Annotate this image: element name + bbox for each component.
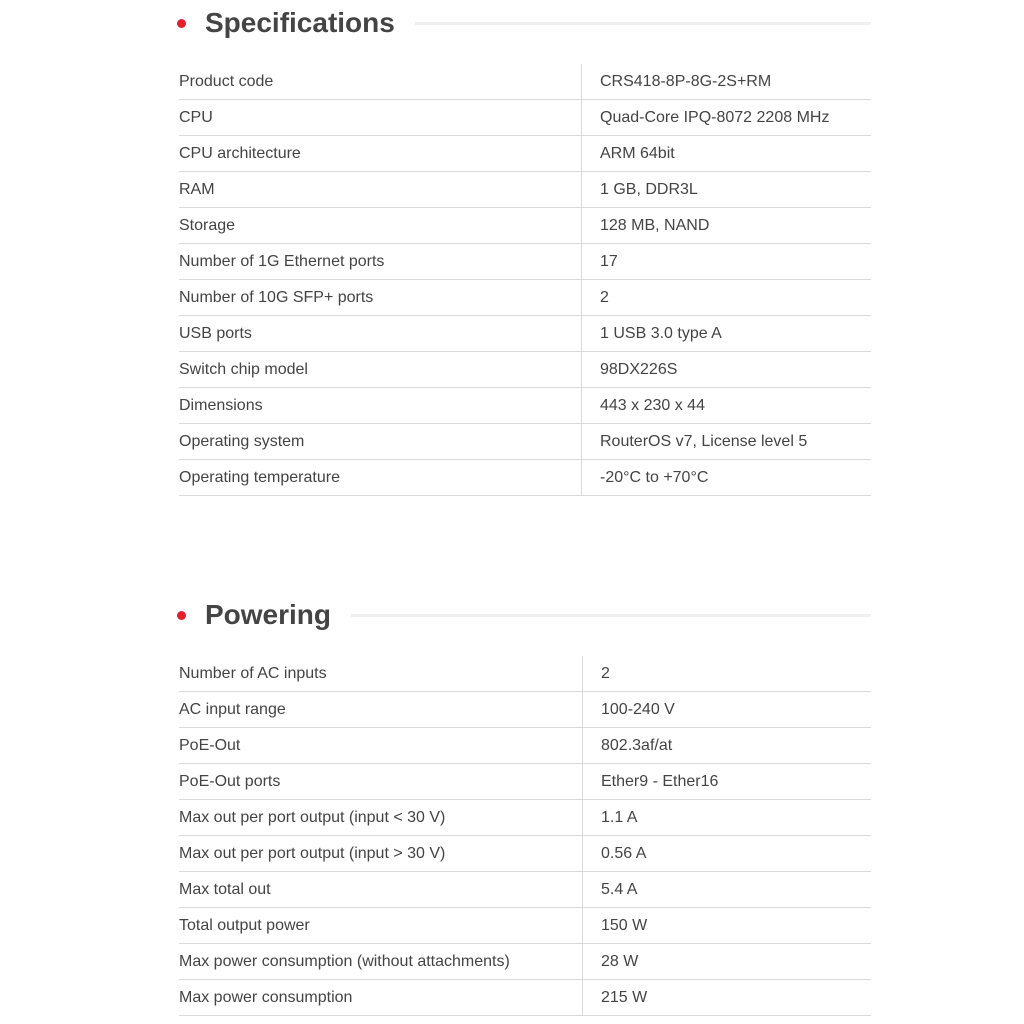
powering-section xyxy=(179,595,871,1016)
row-value: 802.3af/at xyxy=(583,728,872,764)
row-label: CPU xyxy=(179,100,582,136)
table-row xyxy=(179,316,871,352)
row-label: Total output power xyxy=(179,908,583,944)
row-value: CRS418-8P-8G-2S+RM xyxy=(582,64,872,100)
row-label: Storage xyxy=(179,208,582,244)
header-divider xyxy=(351,614,871,617)
row-value: RouterOS v7, License level 5 xyxy=(582,424,872,460)
specifications-section xyxy=(179,3,871,496)
row-value: Quad-Core IPQ-8072 2208 MHz xyxy=(582,100,872,136)
row-label: Max total out xyxy=(179,872,583,908)
row-label: Number of 1G Ethernet ports xyxy=(179,244,582,280)
row-label: Switch chip model xyxy=(179,352,582,388)
table-row xyxy=(179,836,871,872)
bullet-icon xyxy=(177,611,186,620)
table-row xyxy=(179,728,871,764)
powering-header xyxy=(177,595,871,635)
table-row xyxy=(179,208,871,244)
row-value: 1 USB 3.0 type A xyxy=(582,316,872,352)
table-row xyxy=(179,764,871,800)
table-row xyxy=(179,872,871,908)
row-label: Number of 10G SFP+ ports xyxy=(179,280,582,316)
table-row xyxy=(179,352,871,388)
row-label: Max out per port output (input < 30 V) xyxy=(179,800,583,836)
row-value: 150 W xyxy=(583,908,872,944)
table-row xyxy=(179,656,871,692)
row-value: 5.4 A xyxy=(583,872,872,908)
table-row xyxy=(179,172,871,208)
row-label: Dimensions xyxy=(179,388,582,424)
row-label: CPU architecture xyxy=(179,136,582,172)
row-value: Ether9 - Ether16 xyxy=(583,764,872,800)
row-label: Number of AC inputs xyxy=(179,656,583,692)
table-row xyxy=(179,424,871,460)
bullet-icon xyxy=(177,19,186,28)
table-row xyxy=(179,460,871,496)
row-value: 1.1 A xyxy=(583,800,872,836)
table-row xyxy=(179,244,871,280)
row-label: Operating temperature xyxy=(179,460,582,496)
row-value: 0.56 A xyxy=(583,836,872,872)
powering-table xyxy=(179,656,871,1016)
row-label: Product code xyxy=(179,64,582,100)
row-value: 128 MB, NAND xyxy=(582,208,872,244)
table-row xyxy=(179,800,871,836)
row-label: Max out per port output (input > 30 V) xyxy=(179,836,583,872)
row-label: Max power consumption xyxy=(179,980,583,1016)
row-value: 17 xyxy=(582,244,872,280)
table-row xyxy=(179,136,871,172)
row-label: Operating system xyxy=(179,424,582,460)
row-value: 98DX226S xyxy=(582,352,872,388)
specifications-title: Specifications xyxy=(205,7,395,38)
row-value: 100-240 V xyxy=(583,692,872,728)
row-label: USB ports xyxy=(179,316,582,352)
table-row xyxy=(179,64,871,100)
row-value: 1 GB, DDR3L xyxy=(582,172,872,208)
row-value: 443 x 230 x 44 xyxy=(582,388,872,424)
table-row xyxy=(179,388,871,424)
table-row xyxy=(179,908,871,944)
table-row xyxy=(179,100,871,136)
table-row xyxy=(179,280,871,316)
row-value: 2 xyxy=(582,280,872,316)
row-value: 28 W xyxy=(583,944,872,980)
row-value: 215 W xyxy=(583,980,872,1016)
row-label: RAM xyxy=(179,172,582,208)
row-label: PoE-Out ports xyxy=(179,764,583,800)
table-row xyxy=(179,692,871,728)
row-value: ARM 64bit xyxy=(582,136,872,172)
header-divider xyxy=(415,22,871,25)
specifications-table xyxy=(179,64,871,496)
table-row xyxy=(179,944,871,980)
row-value: -20°C to +70°C xyxy=(582,460,872,496)
row-label: AC input range xyxy=(179,692,583,728)
row-value: 2 xyxy=(583,656,872,692)
specifications-header xyxy=(177,3,871,43)
row-label: Max power consumption (without attachments) xyxy=(179,944,583,980)
table-row xyxy=(179,980,871,1016)
powering-title: Powering xyxy=(205,599,332,630)
row-label: PoE-Out xyxy=(179,728,583,764)
